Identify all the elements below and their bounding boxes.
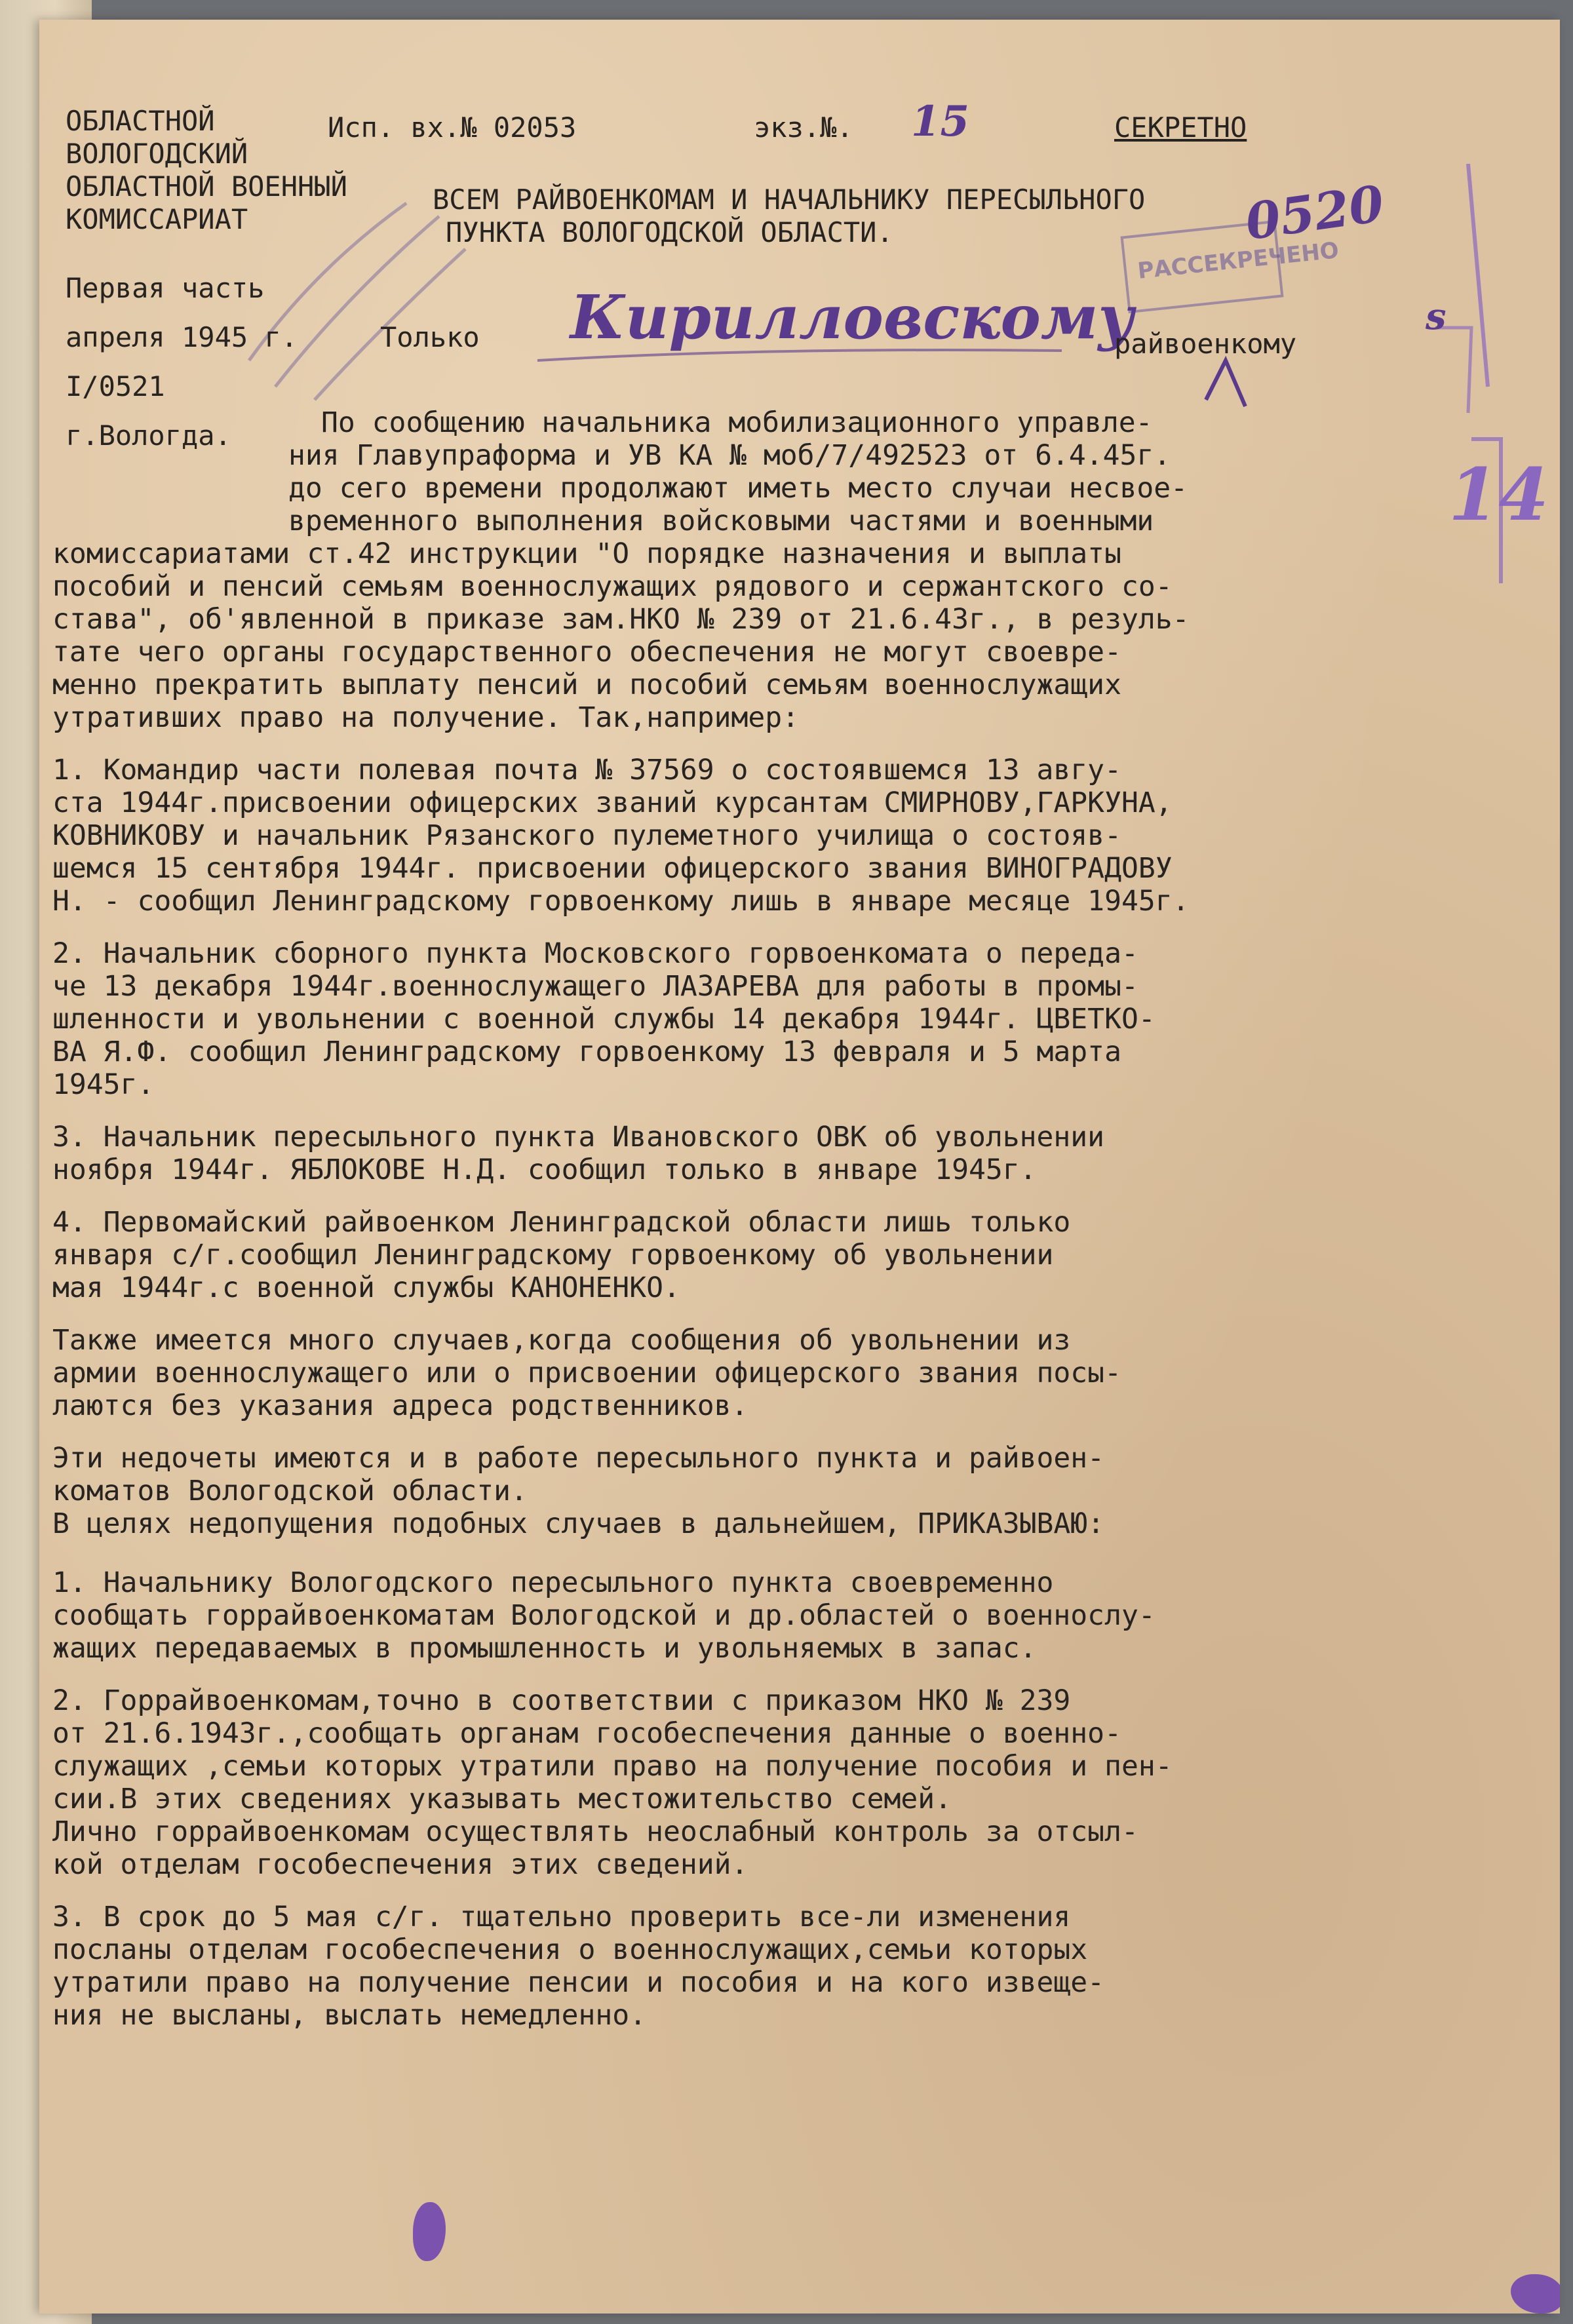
org-line-1: ОБЛАСТНОЙ [66, 105, 215, 137]
document-page [39, 20, 1560, 2314]
only-label: Только [380, 321, 480, 353]
reference-number: I/0521 [66, 370, 165, 402]
body-line: 1. Командир части полевая почта № 37569 о состоявшемся 13 авгу- [52, 754, 1121, 786]
body-line: комиссариатами ст.42 инструкции "О порядке назначения и выплаты [52, 537, 1121, 570]
body-line: 3. Начальник пересыльного пункта Ивановского ОВК об увольнении [52, 1121, 1105, 1153]
body-line: временного выполнения войсковыми частями и военными [288, 505, 1154, 537]
body-line: 2. Начальник сборного пункта Московского горвоенкомата о переда- [52, 937, 1138, 970]
body-line: менно прекратить выплату пенсий и пособий семьям военнослужащих [52, 668, 1121, 701]
classification-label: СЕКРЕТНО [1114, 111, 1247, 144]
handwritten-margin-number: 14 [1448, 452, 1549, 537]
city: г.Вологда. [66, 419, 231, 452]
margin-bracket-2 [1435, 328, 1471, 413]
signature-check [1206, 360, 1245, 406]
body-line: 1945г. [52, 1068, 155, 1101]
body-line: лаются без указания адреса родственников. [52, 1389, 748, 1422]
body-line: ВА Я.Ф. сообщил Ленинградскому горвоенкому 13 февраля и 5 марта [52, 1036, 1121, 1068]
body-line: сообщать горрайвоенкоматам Вологодской и др.областей о военнослу- [52, 1599, 1155, 1632]
body-line: жащих передаваемых в промышленность и увольняемых в запас. [52, 1632, 1037, 1665]
department: Первая часть [66, 272, 265, 304]
body-line: мая 1944г.с военной службы КАНОНЕНКО. [52, 1271, 680, 1304]
document-date: апреля 1945 г. [66, 321, 298, 353]
handwritten-s: s [1426, 295, 1447, 338]
body-line: коматов Вологодской области. [52, 1475, 528, 1507]
body-line: шленности и увольнении с военной службы 14 декабря 1944г. ЦВЕТКО- [52, 1003, 1155, 1036]
handwritten-register-number: 0520 [1241, 174, 1388, 252]
body-line: ноября 1944г. ЯБЛОКОВЕ Н.Д. сообщил только в январе 1945г. [52, 1153, 1037, 1186]
body-line: Лично горрайвоенкомам осуществлять неослабный контроль за отсыл- [52, 1815, 1138, 1848]
outgoing-number: Исп. вх.№ 02053 [328, 111, 577, 144]
body-line: шемся 15 сентября 1944г. присвоении офицерского звания ВИНОГРАДОВУ [52, 852, 1173, 885]
body-line: кой отделам гособеспечения этих сведений. [52, 1848, 748, 1881]
addressee-tail: райвоенкому [1114, 328, 1297, 360]
body-line: Также имеется много случаев,когда сообщения об увольнении из [52, 1324, 1071, 1357]
body-line: января с/г.сообщил Ленинградскому горвоенкому об увольнении [52, 1239, 1054, 1271]
copy-number-label: экз.№. [754, 111, 853, 144]
body-line: 1. Начальнику Вологодского пересыльного пункта своевременно [52, 1566, 1054, 1599]
declassified-stamp: РАССЕКРЕЧЕНО [1136, 237, 1340, 285]
body-line: тате чего органы государственного обеспечения не могут своевре- [52, 636, 1121, 668]
body-line: Н. - сообщил Ленинградскому горвоенкому лишь в январе месяце 1945г. [52, 885, 1190, 918]
body-line: утратили право на получение пенсии и пособия и на кого извеще- [52, 1966, 1105, 1999]
org-line-2: ВОЛОГОДСКИЙ [66, 138, 248, 170]
body-line: пособий и пенсий семьям военнослужащих рядового и сержантского со- [52, 570, 1173, 603]
body-line: 4. Первомайский райвоенком Ленинградской области лишь только [52, 1206, 1071, 1239]
body-line: ния Главупраформа и УВ КА № моб/7/492523 от 6.4.45г. [288, 439, 1171, 472]
body-line: от 21.6.1943г.,сообщать органам гособеспечения данные о военно- [52, 1717, 1121, 1750]
body-line: армии военнослужащего или о присвоении офицерского звания посы- [52, 1357, 1121, 1389]
body-line: В целях недопущения подобных случаев в дальнейшем, ПРИКАЗЫВАЮ: [52, 1507, 1105, 1540]
handwritten-diagonal-note [249, 203, 465, 400]
body-line: 3. В срок до 5 мая с/г. тщательно проверить все-ли изменения [52, 1901, 1071, 1933]
body-line: че 13 декабря 1944г.военнослужащего ЛАЗАРЕВА для работы в промы- [52, 970, 1138, 1003]
body-line: ния не высланы, выслать немедленно. [52, 1999, 647, 2032]
org-line-3: ОБЛАСТНОЙ ВОЕННЫЙ [66, 170, 347, 203]
body-line: става", об'явленной в приказе зам.НКО № 239 от 21.6.43г., в резуль- [52, 603, 1190, 636]
body-line: посланы отделам гособеспечения о военнослужащих,семьи которых [52, 1933, 1088, 1966]
body-line: 2. Горрайвоенкомам,точно в соответствии с приказом НКО № 239 [52, 1684, 1071, 1717]
org-line-4: КОМИССАРИАТ [66, 203, 248, 235]
body-line: сии.В этих сведениях указывать местожительство семей. [52, 1783, 952, 1815]
body-line: утративших право на получение. Так,например: [52, 701, 800, 734]
copy-number-handwritten: 15 [911, 97, 970, 146]
handwritten-addressee: Кирилловскому [570, 282, 1135, 353]
body-line: КОВНИКОВУ и начальник Рязанского пулеметного училища о состояв- [52, 819, 1121, 852]
body-line: Эти недочеты имеются и в работе пересыльного пункта и райвоен- [52, 1442, 1105, 1475]
addressee-line-1: ВСЕМ РАЙВОЕНКОМАМ И НАЧАЛЬНИКУ ПЕРЕСЫЛЬНОГО [433, 184, 1146, 216]
body-line: до сего времени продолжают иметь место случаи несвое- [288, 472, 1188, 505]
body-line: По сообщению начальника мобилизационного управле- [321, 406, 1153, 439]
addressee-line-2: ПУНКТА ВОЛОГОДСКОЙ ОБЛАСТИ. [446, 216, 893, 248]
body-line: служащих ,семьи которых утратили право на получение пособия и пен- [52, 1750, 1173, 1783]
body-line: ста 1944г.присвоении офицерских званий курсантам СМИРНОВУ,ГАРКУНА, [52, 786, 1173, 819]
